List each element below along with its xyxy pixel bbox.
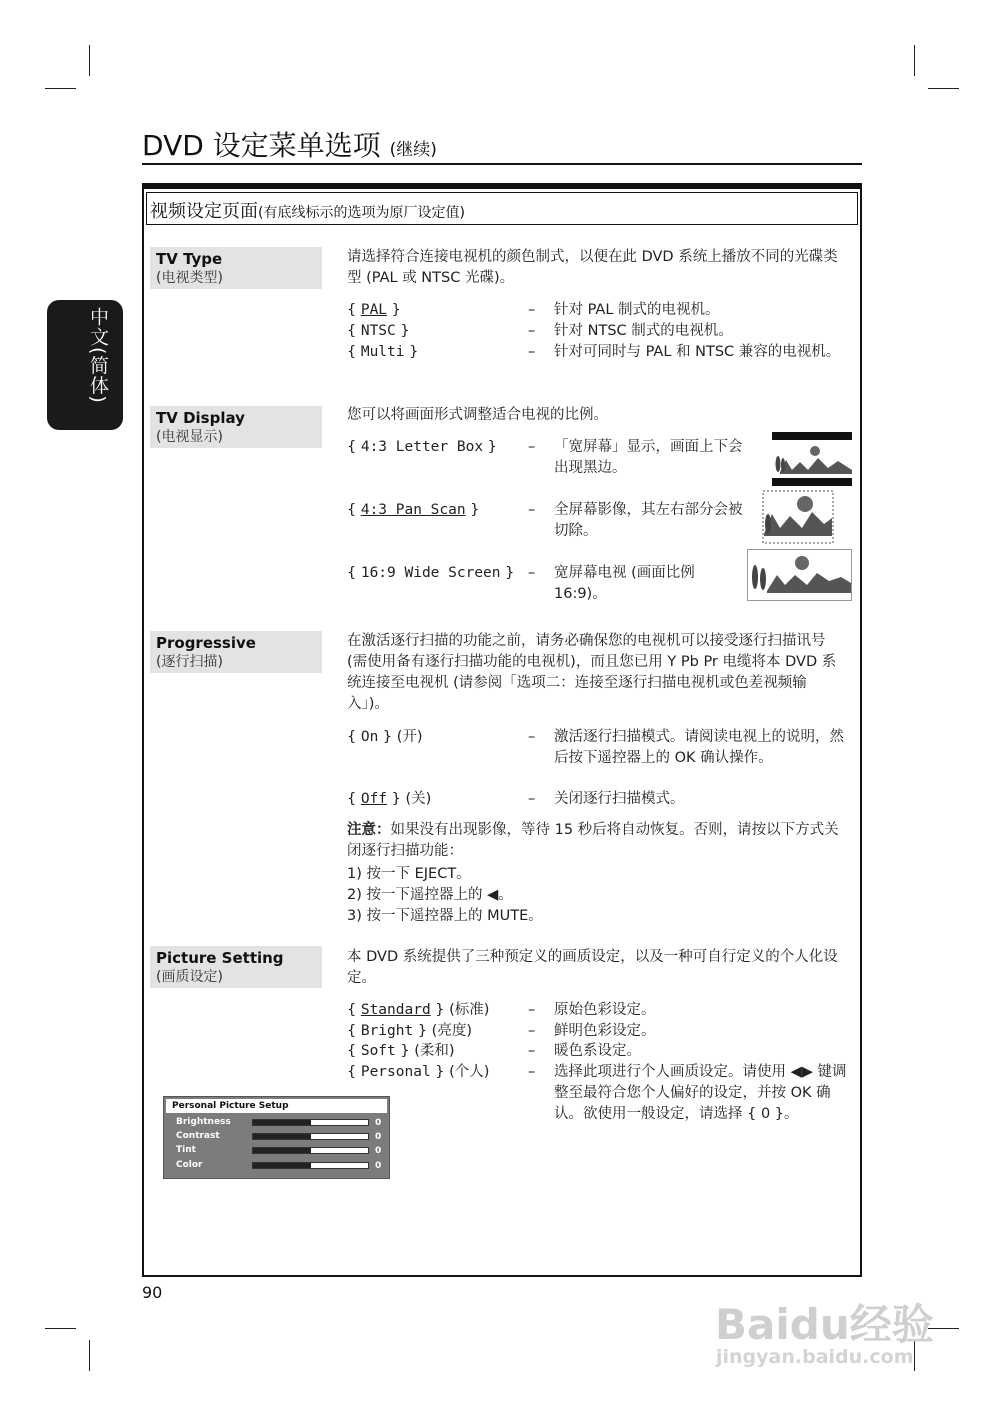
picture-setting-label-en: Picture Setting xyxy=(156,949,284,967)
color-slider[interactable] xyxy=(252,1162,369,1169)
watermark-logo: Baidu经验 xyxy=(715,1300,934,1349)
tv-display-label-en: TV Display xyxy=(156,409,245,427)
brightness-slider[interactable] xyxy=(252,1119,369,1126)
option-dash: – xyxy=(528,323,536,339)
tv-display-intro: 您可以将画面形式调整适合电视的比例。 xyxy=(347,407,608,423)
option-standard: { Standard } (标准) xyxy=(347,1002,490,1018)
option-pal: { PAL } xyxy=(347,302,401,318)
picture-setting-label-zh: (画质设定) xyxy=(156,969,223,985)
crop-mark xyxy=(914,45,915,76)
contrast-value: 0 xyxy=(375,1132,382,1142)
color-label: Color xyxy=(176,1160,203,1170)
personal-picture-setup-title: Personal Picture Setup xyxy=(166,1099,387,1113)
option-dash: – xyxy=(528,1064,536,1080)
letterbox-illustration xyxy=(772,432,852,486)
picture-setting-label xyxy=(150,946,322,988)
option-dash: – xyxy=(528,439,536,455)
tint-slider-fill xyxy=(253,1148,311,1153)
option-dash: – xyxy=(528,791,536,807)
option-panscan: { 4:3 Pan Scan } xyxy=(347,502,480,518)
option-dash: – xyxy=(528,1002,536,1018)
option-dash: – xyxy=(528,565,536,581)
page-title: DVD 设定菜单选项 (继续) xyxy=(142,129,437,162)
tv-type-label xyxy=(150,247,322,289)
option-personal: { Personal } (个人) xyxy=(347,1064,490,1080)
progressive-note: 注意：如果没有出现影像，等待 15 秒后将自动恢复。否则，请按以下方式关闭逐行扫描功能： xyxy=(347,822,839,859)
language-side-tab-label: 中文(简体) xyxy=(87,307,109,404)
contrast-slider[interactable] xyxy=(252,1133,369,1140)
tv-display-label xyxy=(150,406,322,448)
option-off-desc: 关闭逐行扫描模式。 xyxy=(554,791,685,807)
contrast-label: Contrast xyxy=(176,1131,220,1141)
option-pal-desc: 针对 PAL 制式的电视机。 xyxy=(554,302,720,318)
title-rule xyxy=(142,163,862,165)
option-widescreen: { 16:9 Wide Screen } xyxy=(347,565,515,581)
option-multi: { Multi } xyxy=(347,344,419,360)
tv-type-intro: 请选择符合连接电视机的颜色制式，以便在此 DVD 系统上播放不同的光碟类型 (PAL 或 NTSC 光碟)。 xyxy=(347,249,838,286)
tint-slider[interactable] xyxy=(252,1147,369,1154)
widescreen-illustration xyxy=(747,549,852,601)
option-widescreen-desc: 宽屏幕电视 (画面比例 16:9)。 xyxy=(554,565,695,602)
tint-value: 0 xyxy=(375,1146,382,1156)
progressive-label-en: Progressive xyxy=(156,634,256,652)
option-letterbox-desc: 「宽屏幕」显示，画面上下会出现黑边。 xyxy=(554,439,743,476)
option-dash: – xyxy=(528,302,536,318)
frame-top-bar xyxy=(142,183,862,189)
watermark-url: jingyan.baidu.com xyxy=(716,1346,914,1368)
brightness-slider-fill xyxy=(253,1120,311,1125)
contrast-slider-fill xyxy=(253,1134,311,1139)
color-slider-fill xyxy=(253,1163,311,1168)
progressive-label xyxy=(150,631,322,673)
brightness-value: 0 xyxy=(375,1118,382,1128)
option-standard-desc: 原始色彩设定。 xyxy=(554,1002,656,1018)
tv-type-label-en: TV Type xyxy=(156,250,223,268)
panscan-illustration xyxy=(750,490,846,544)
step-3: 3) 按一下遥控器上的 MUTE。 xyxy=(347,908,543,924)
option-letterbox: { 4:3 Letter Box } xyxy=(347,439,497,455)
section-title: 视频设定页面(有底线标示的选项为原厂设定值) xyxy=(150,201,465,222)
note-label: 注意： xyxy=(347,822,391,838)
tv-display-label-zh: (电视显示) xyxy=(156,429,223,445)
crop-mark xyxy=(45,1328,76,1329)
page-number: 90 xyxy=(142,1283,163,1302)
option-dash: – xyxy=(528,1043,536,1059)
option-dash: – xyxy=(528,729,536,745)
option-on-desc: 激活逐行扫描模式。请阅读电视上的说明，然后按下遥控器上的 OK 确认操作。 xyxy=(554,729,844,766)
section-note: (有底线标示的选项为原厂设定值) xyxy=(258,205,465,221)
color-value: 0 xyxy=(375,1161,382,1171)
page-title-suffix: (继续) xyxy=(389,140,437,160)
progressive-intro: 在激活逐行扫描的功能之前，请务必确保您的电视机可以接受逐行扫描讯号 (需使用备有逐行扫描功能的电视机)，而且您已用 Y Pb Pr 电缆将本 DVD 系统连接至电视机 (请参阅「选项二：连接至逐行扫描电视机或色差视频输入」)。 xyxy=(347,633,837,712)
crop-mark xyxy=(89,1340,90,1371)
option-ntsc: { NTSC } xyxy=(347,323,410,339)
step-2: 2) 按一下遥控器上的 ◀。 xyxy=(347,887,513,903)
tint-label: Tint xyxy=(176,1145,196,1155)
crop-mark xyxy=(89,45,90,76)
brightness-label: Brightness xyxy=(176,1117,231,1127)
personal-picture-setup-panel xyxy=(163,1096,390,1179)
option-multi-desc: 针对可同时与 PAL 和 NTSC 兼容的电视机。 xyxy=(554,344,841,360)
option-panscan-desc: 全屏幕影像，其左右部分会被切除。 xyxy=(554,502,743,539)
option-bright: { Bright } (亮度) xyxy=(347,1023,472,1039)
option-on: { On } (开) xyxy=(347,729,423,745)
option-dash: – xyxy=(528,502,536,518)
tv-type-label-zh: (电视类型) xyxy=(156,270,223,286)
option-dash: – xyxy=(528,344,536,360)
crop-mark xyxy=(928,88,959,89)
option-soft-desc: 暖色系设定。 xyxy=(554,1043,641,1059)
option-off: { Off } (关) xyxy=(347,791,432,807)
crop-mark xyxy=(45,88,76,89)
option-soft: { Soft } (柔和) xyxy=(347,1043,455,1059)
step-1: 1) 按一下 EJECT。 xyxy=(347,866,471,882)
picture-setting-intro: 本 DVD 系统提供了三种预定义的画质设定，以及一种可自行定义的个人化设定。 xyxy=(347,949,838,986)
option-dash: – xyxy=(528,1023,536,1039)
option-bright-desc: 鲜明色彩设定。 xyxy=(554,1023,656,1039)
option-personal-desc: 选择此项进行个人画质设定。请使用 ◀▶ 键调整至最符合您个人偏好的设定，并按 OK 确认。欲使用一般设定，请选择 { 0 }。 xyxy=(554,1064,847,1122)
option-ntsc-desc: 针对 NTSC 制式的电视机。 xyxy=(554,323,733,339)
progressive-label-zh: (逐行扫描) xyxy=(156,654,223,670)
